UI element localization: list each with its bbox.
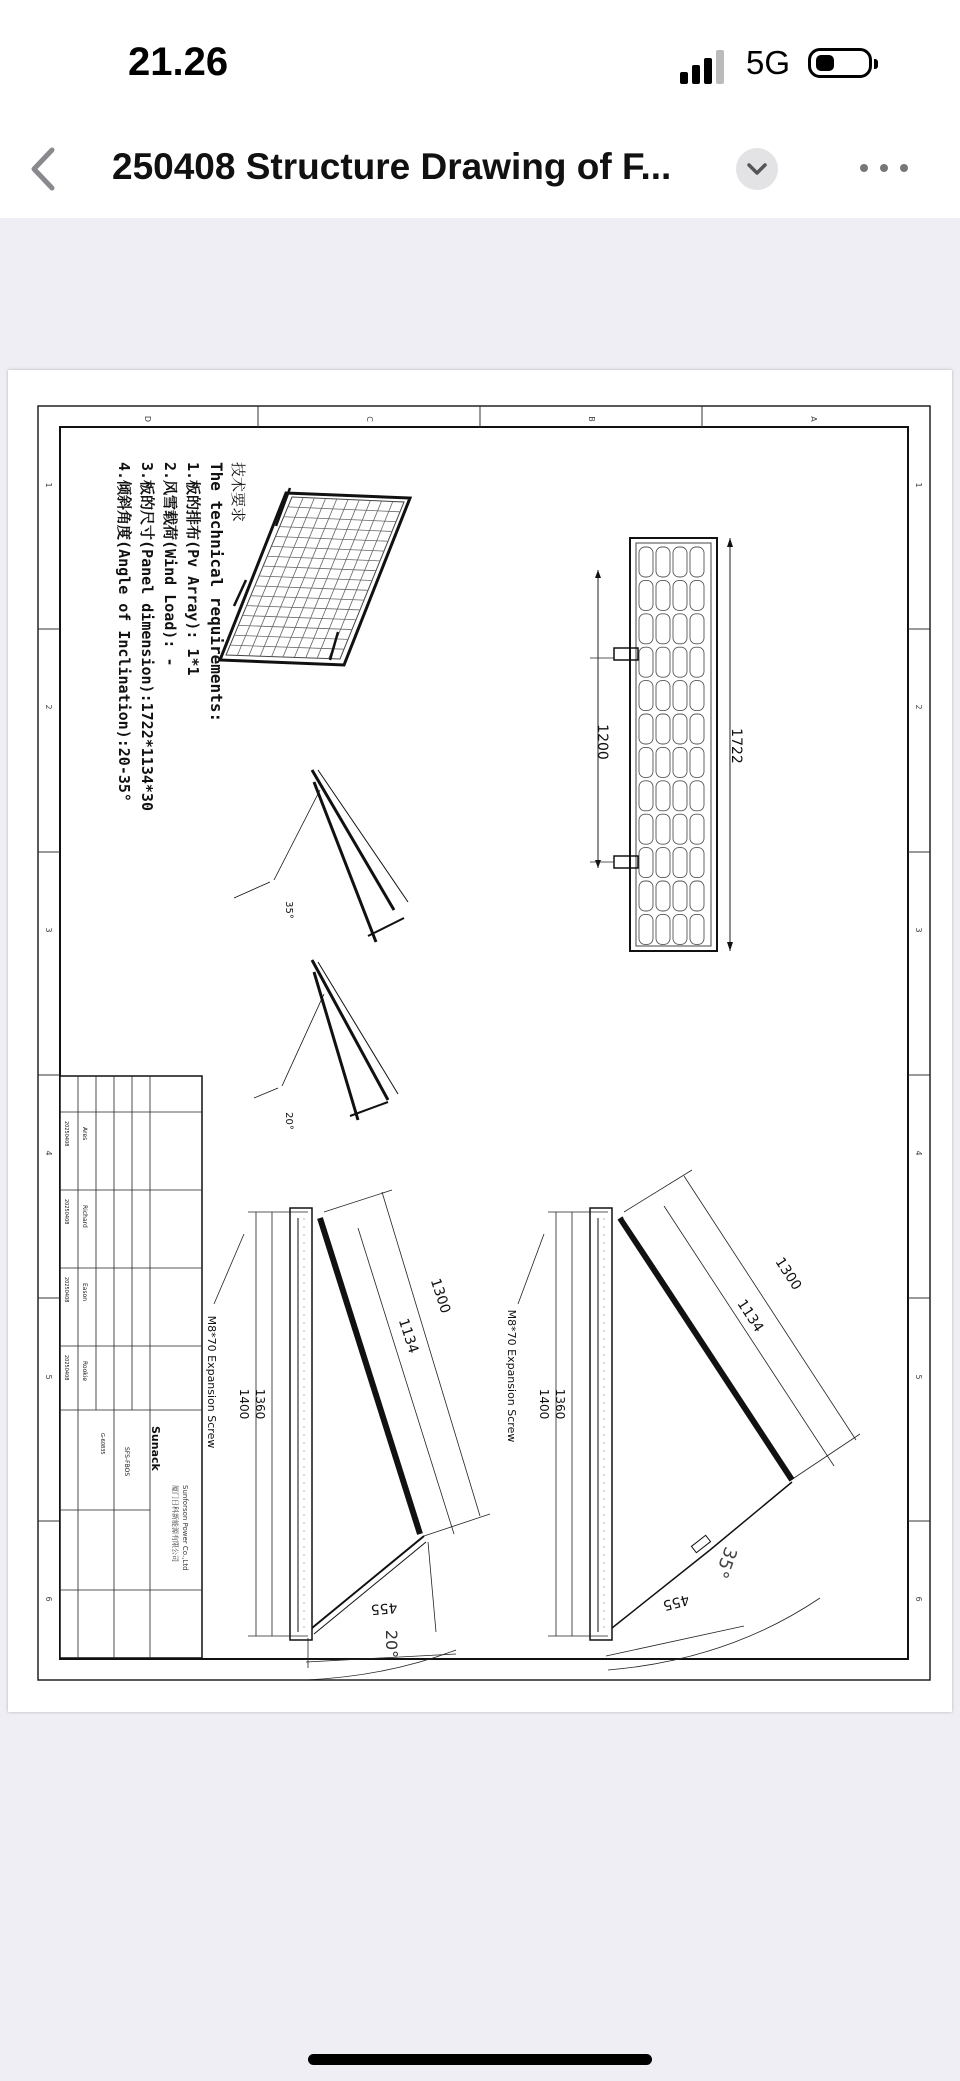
title-dropdown-button[interactable] [736, 148, 778, 190]
title-block-name: Eason [81, 1283, 88, 1302]
drawing-number: G-60835 [99, 1433, 105, 1455]
more-horizontal-icon[interactable] [856, 156, 912, 180]
side-view-35 [505, 1170, 860, 1670]
grid-number: 4 [914, 1150, 923, 1156]
company-name-en: Sunforson Power Co.,Ltd [181, 1485, 189, 1571]
dim-455: 455 [661, 1590, 691, 1614]
title-block-date: 20250408 [63, 1355, 69, 1381]
angle-label-20: 20° [283, 1112, 294, 1130]
title-block-name: Rookie [81, 1361, 88, 1382]
requirements-title-cn: 技术要求 [229, 462, 247, 523]
small-side-view-35 [234, 770, 408, 942]
dim-1360: 1360 [253, 1388, 267, 1420]
requirements-title-en: The technical requirements: [207, 462, 226, 723]
grid-number: 3 [44, 927, 53, 933]
grid-letter: C [365, 416, 374, 422]
requirement-item: 4.倾斜角度(Angle of Inclination):20-35° [115, 462, 133, 802]
grid-number: 1 [914, 482, 923, 488]
brand-logo: Sunack [149, 1426, 162, 1471]
battery-icon [808, 48, 872, 78]
angle-label-35-large: 35° [710, 1543, 741, 1582]
model-number: SFS-FBOS [123, 1447, 130, 1477]
dim-1400: 1400 [237, 1388, 251, 1420]
panel-isometric-view [220, 488, 410, 665]
grid-number: 6 [914, 1596, 923, 1602]
grid-number: 4 [44, 1150, 53, 1156]
expansion-screw-label: M8*70 Expansion Screw [505, 1309, 518, 1443]
chevron-down-icon [736, 148, 778, 190]
title-block-date: 20250408 [63, 1121, 69, 1147]
grid-number: 2 [44, 704, 53, 710]
network-type: 5G [746, 44, 791, 81]
nav-bar [0, 120, 960, 218]
expansion-screw-label: M8*70 Expansion Screw [205, 1315, 218, 1449]
title-block-date: 20250408 [63, 1277, 69, 1303]
grid-number: 1 [44, 482, 53, 488]
cellular-signal-icon [680, 50, 730, 84]
angle-label-20-large: 20° [382, 1629, 401, 1659]
grid-letter: B [587, 416, 596, 422]
side-view-20 [205, 1190, 490, 1680]
grid-number: 6 [44, 1596, 53, 1602]
grid-letter: D [143, 415, 152, 423]
dim-1722: 1722 [728, 728, 744, 764]
grid-number: 2 [914, 704, 923, 710]
home-indicator[interactable] [308, 2054, 652, 2065]
title-block-name: Ares [81, 1127, 88, 1141]
document-title: 250408 Structure Drawing of F... [112, 146, 672, 187]
dim-1134: 1134 [733, 1296, 767, 1336]
title-block [60, 1076, 202, 1658]
dim-455: 455 [369, 1598, 399, 1618]
status-time: 21.26 [128, 40, 229, 84]
dim-1200: 1200 [594, 724, 610, 760]
grid-letters [143, 406, 818, 427]
structure-drawing [8, 370, 952, 1712]
technical-requirements [115, 462, 247, 811]
company-name-cn: 厦门日科新能源有限公司 [171, 1485, 179, 1562]
drawing-page[interactable] [8, 370, 952, 1712]
status-bar [0, 0, 960, 120]
angle-label-35: 35° [283, 901, 294, 919]
title-block-date: 20250408 [63, 1199, 69, 1225]
grid-number: 5 [44, 1374, 53, 1380]
dim-1400: 1400 [537, 1388, 551, 1420]
requirement-item: 2.风雪载荷(Wind Load): - [161, 462, 179, 667]
grid-letter: A [809, 416, 818, 422]
requirement-item: 1.板的排布(Pv Array): 1*1 [184, 462, 202, 676]
dim-1300: 1300 [771, 1254, 805, 1294]
chevron-left-icon[interactable] [24, 144, 64, 194]
title-block-name: Richard [81, 1205, 88, 1228]
requirement-item: 3.板的尺寸(Panel dimension):1722*1134*30 [138, 462, 156, 811]
dim-1300: 1300 [426, 1276, 454, 1316]
grid-number: 3 [914, 927, 923, 933]
small-side-view-20 [254, 960, 398, 1130]
dim-1360: 1360 [553, 1388, 567, 1420]
grid-number: 5 [914, 1374, 923, 1380]
dim-1134: 1134 [394, 1316, 422, 1356]
panel-top-view [590, 538, 744, 951]
